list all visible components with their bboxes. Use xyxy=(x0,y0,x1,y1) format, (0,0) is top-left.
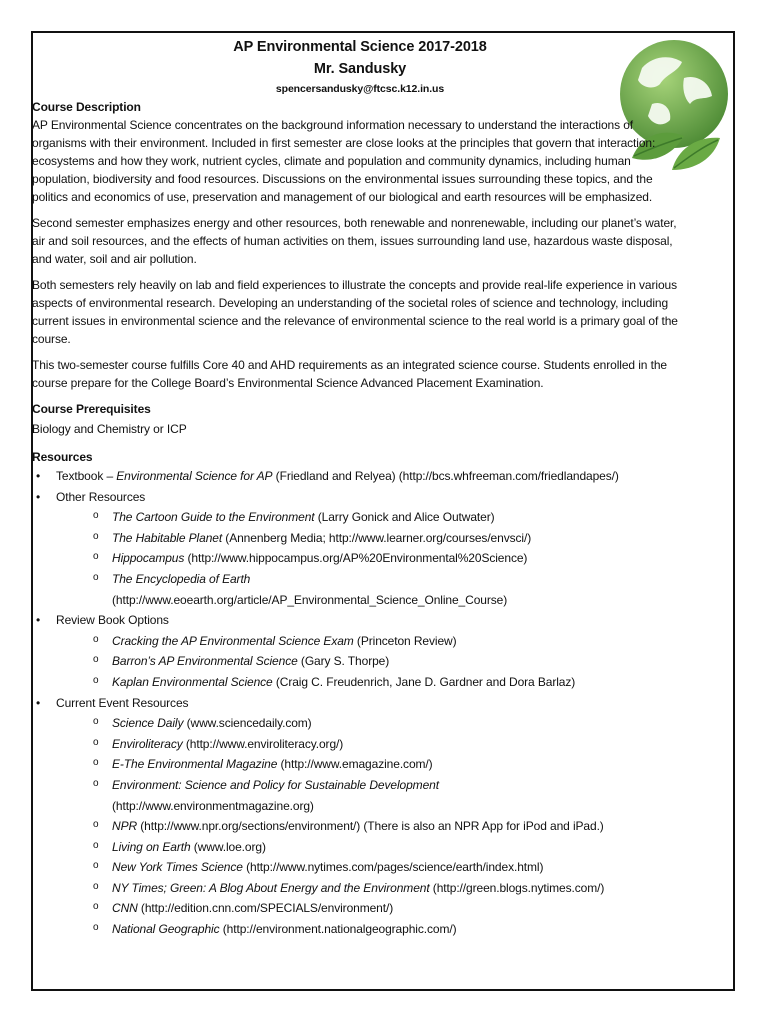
description-paragraph: This two-semester course fulfills Core 40 and AHD requirements as an integrated science course. Students enrolled in the course prepare for the College Board’s Environmental Science Advanced Placement Examination. xyxy=(32,358,667,390)
description-paragraph: AP Environmental Science concentrates on the background information necessary to understand the interactions of organisms with their environment. Included in first semester are close looks at the principles that govern that interaction: ecosystems and how they work, nutrient cycles, climate and population and community dynamics, including human population, biodiversity and food resources. Discussions on the environmental issues surrounding these topics, and the politics and economics of use, preservation and management of our biological and earth resources will be emphasized. xyxy=(32,118,656,204)
prerequisites-heading: Course Prerequisites xyxy=(32,402,151,416)
resources-list xyxy=(32,466,688,940)
list-item: o Hippocampus (http://www.hippocampus.org/AP%20Environmental%20Science) xyxy=(56,548,688,569)
teacher-email: spencersandusky@ftcsc.k12.in.us xyxy=(275,83,445,95)
list-item: o Living on Earth (www.loe.org) xyxy=(56,837,688,858)
course-description-heading: Course Description xyxy=(32,100,141,114)
document-body xyxy=(32,36,688,940)
list-item: o Science Daily (www.sciencedaily.com) xyxy=(56,713,688,734)
list-item: o CNN (http://edition.cnn.com/SPECIALS/environment/) xyxy=(56,898,688,919)
document-title: AP Environmental Science 2017-2018 xyxy=(233,39,487,55)
list-item: • Other Resources o The Cartoon Guide to the Environment (Larry Gonick and Alice Outwater) o The Habitable Planet (Annenberg Media; http://www.learner.org/courses/envsci/) o Hippocampus (http://www.hippocampus.org/AP%20Environmental%20Science) o The Encyclopedia of Earth (http://www.eoearth.org/article/AP_Environmental_Science_Online_Course) xyxy=(32,487,688,611)
review-books-list xyxy=(56,631,688,693)
list-item: o Kaplan Environmental Science (Craig C. Freudenrich, Jane D. Gardner and Dora Barlaz) xyxy=(56,672,688,693)
list-item: o New York Times Science (http://www.nytimes.com/pages/science/earth/index.html) xyxy=(56,857,688,878)
other-resources-list xyxy=(56,507,688,610)
list-item: o Cracking the AP Environmental Science Exam (Princeton Review) xyxy=(56,631,688,652)
description-paragraph: Both semesters rely heavily on lab and field experiences to illustrate the concepts and provide real-life experience in various aspects of environmental research. Developing an understanding of the societal roles of science and technology, including current issues in environmental science and the relevance of environmental science to the real world is a primary goal of the course. xyxy=(32,278,678,346)
teacher-name: Mr. Sandusky xyxy=(313,61,407,77)
list-item: • Current Event Resources o Science Daily (www.sciencedaily.com) o Enviroliteracy (http://www.enviroliteracy.org/) o E-The Environmental Magazine (http://www.emagazine.com/) o Environment: Science and Policy for Sustainable Development (http://www.environmentmagazine.org) o NPR (http://www.npr.org/sections/environment/) (There is also an NPR App for iPod and iPad.) o Living on Earth (www.loe.org) o New York Times Science (http://www.nytimes.com/pages/science/earth/index.html) o NY Times; Green: A Blog About Energy and the Environment (http://green.blogs.nytimes.com/) o CNN (http://edition.cnn.com/SPECIALS/environment/) o National Geographic (http://environment.nationalgeographic.com/) xyxy=(32,693,688,940)
list-item: o The Encyclopedia of Earth (http://www.eoearth.org/article/AP_Environmental_Science_Online_Course) xyxy=(56,569,688,610)
list-item: o Barron’s AP Environmental Science (Gary S. Thorpe) xyxy=(56,651,688,672)
list-item: o The Habitable Planet (Annenberg Media; http://www.learner.org/courses/envsci/) xyxy=(56,528,688,549)
list-item: • Textbook – Environmental Science for AP (Friedland and Relyea) (http://bcs.whfreeman.com/friedlandapes/) xyxy=(32,466,688,487)
current-events-list xyxy=(56,713,688,940)
list-item: o Enviroliteracy (http://www.enviroliteracy.org/) xyxy=(56,734,688,755)
list-item: o NPR (http://www.npr.org/sections/environment/) (There is also an NPR App for iPod and iPad.) xyxy=(56,816,688,837)
list-item: o NY Times; Green: A Blog About Energy and the Environment (http://green.blogs.nytimes.com/) xyxy=(56,878,688,899)
prerequisites-text: Biology and Chemistry or ICP xyxy=(32,422,187,436)
resources-heading: Resources xyxy=(32,450,93,464)
list-item: o E-The Environmental Magazine (http://www.emagazine.com/) xyxy=(56,754,688,775)
list-item: • Review Book Options o Cracking the AP Environmental Science Exam (Princeton Review) o Barron’s AP Environmental Science (Gary S. Thorpe) o Kaplan Environmental Science (Craig C. Freudenrich, Jane D. Gardner and Dora Barlaz) xyxy=(32,610,688,692)
description-paragraph: Second semester emphasizes energy and other resources, both renewable and nonrenewable, including our planet’s water, air and soil resources, and the effects of human activities on them, issues surrounding land use, hazardous waste disposal, and water, soil and air pollution. xyxy=(32,216,677,266)
list-item: o National Geographic (http://environment.nationalgeographic.com/) xyxy=(56,919,688,940)
list-item: o The Cartoon Guide to the Environment (Larry Gonick and Alice Outwater) xyxy=(56,507,688,528)
list-item: o Environment: Science and Policy for Sustainable Development (http://www.environmentmagazine.org) xyxy=(56,775,688,816)
